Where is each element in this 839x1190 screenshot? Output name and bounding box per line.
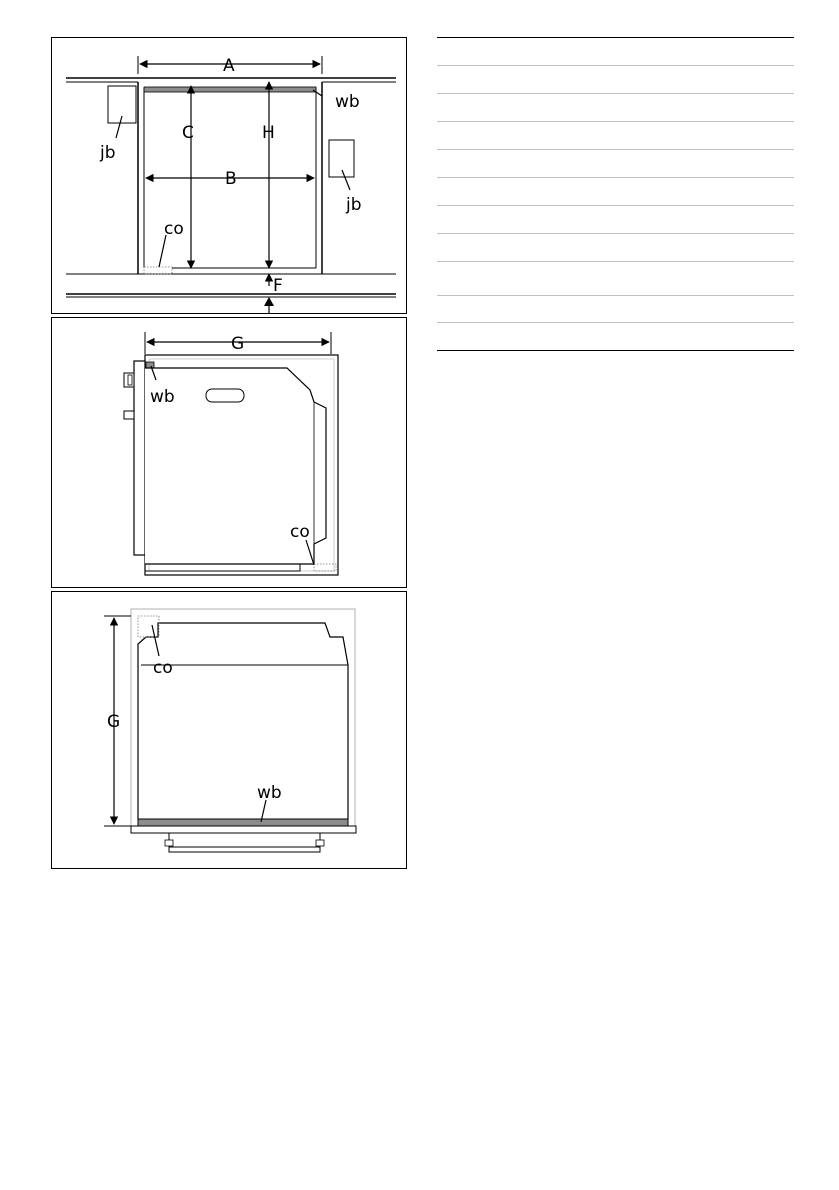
cabinet-floor-shelf	[145, 564, 300, 571]
dim-f-arrow-up	[264, 297, 274, 306]
table-rule	[437, 65, 794, 66]
table-rule	[437, 205, 794, 206]
side-view-panel	[51, 317, 407, 588]
cut-out-area	[138, 616, 159, 637]
label-a: A	[223, 56, 235, 76]
table-rule	[437, 121, 794, 122]
table-rule	[437, 233, 794, 234]
label-wb: wb	[335, 92, 360, 112]
table-rule	[437, 295, 794, 296]
oven-front-panel	[134, 361, 145, 555]
label-co: co	[290, 522, 310, 542]
niche-top-view-panel	[51, 37, 407, 314]
label-c: C	[182, 123, 194, 143]
label-f: F	[273, 276, 283, 296]
label-jb-right: jb	[346, 195, 362, 215]
label-wb: wb	[257, 783, 282, 803]
cut-out-area	[314, 564, 336, 571]
table-rule	[437, 322, 794, 323]
foot-left	[165, 840, 173, 846]
label-g: G	[231, 334, 245, 354]
label-jb-left: jb	[100, 143, 116, 163]
label-co: co	[164, 219, 184, 239]
table-rule	[437, 93, 794, 94]
base-plate	[131, 826, 356, 833]
wb-leader	[313, 90, 322, 96]
niche-top-view-diagram	[52, 38, 408, 315]
table-rule-bottom	[437, 350, 794, 351]
dimension-table	[437, 37, 794, 352]
water-bar	[144, 87, 316, 92]
front-view-panel	[51, 591, 407, 869]
label-b: B	[225, 169, 237, 189]
junction-box-right	[329, 140, 354, 177]
label-h: H	[262, 123, 275, 143]
foot-right	[316, 840, 324, 846]
vent-slot	[206, 389, 244, 402]
table-rule	[437, 261, 794, 262]
label-co: co	[153, 658, 173, 678]
table-rule	[437, 177, 794, 178]
table-rule-top	[437, 37, 794, 38]
water-bar	[138, 819, 348, 826]
oven-body	[138, 623, 348, 819]
co-leader	[159, 235, 166, 267]
side-view-diagram	[52, 318, 408, 589]
oven-handle	[124, 411, 134, 419]
label-g: G	[107, 712, 121, 732]
front-view-diagram	[52, 592, 408, 870]
table-rule	[437, 149, 794, 150]
label-wb: wb	[150, 387, 175, 407]
rail-bar	[169, 847, 320, 852]
cut-out-area	[144, 267, 172, 274]
